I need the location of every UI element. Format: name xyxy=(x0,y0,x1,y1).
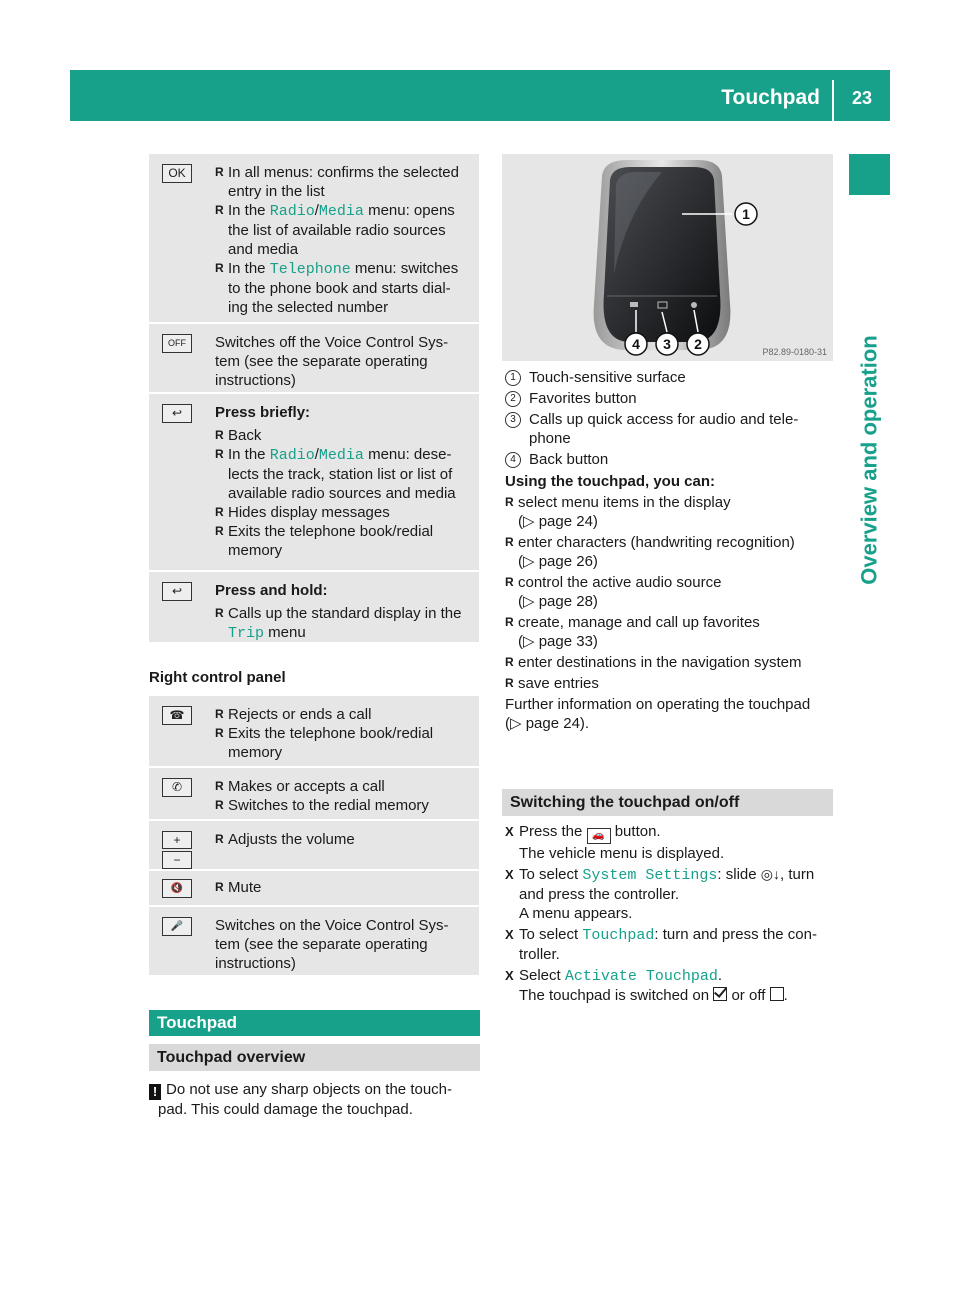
list-item: R Calls up the standard display in the Trip menu xyxy=(215,604,473,643)
legend-item: 1 Touch-sensitive surface xyxy=(505,368,835,387)
legend-item: 3 Calls up quick access for audio and tele- phone xyxy=(505,410,835,448)
end-call-icon: ☎ xyxy=(162,706,192,725)
figure-callout: 1 xyxy=(742,206,750,222)
row-heading: Press briefly: xyxy=(215,404,311,421)
list-item: R save entries xyxy=(505,674,835,693)
touchpad-description xyxy=(505,368,835,733)
table-row xyxy=(149,821,479,871)
step: X Select Activate Touchpad. The touchpad is switched on or off . xyxy=(505,966,835,1005)
accept-call-icon: ✆ xyxy=(162,778,192,797)
list-item: R Mute xyxy=(215,878,473,897)
switching-steps xyxy=(505,822,835,1005)
checkbox-empty-icon xyxy=(770,987,784,1001)
table-row xyxy=(149,768,479,821)
touchpad-figure xyxy=(502,154,833,361)
voice-on-icon: 🎤 xyxy=(162,917,192,936)
table-row xyxy=(149,871,479,907)
voice-off-icon: OFF xyxy=(162,334,192,353)
list-item: R Switches to the redial memory xyxy=(215,796,473,815)
back-key-icon: ↩ xyxy=(162,404,192,423)
subsection-title: Touchpad overview xyxy=(149,1044,480,1071)
table-row xyxy=(149,394,479,572)
controller-slide-icon: ◎↓ xyxy=(760,866,780,882)
list-item: R Back xyxy=(215,426,473,445)
checkbox-checked-icon xyxy=(713,987,727,1001)
list-item: R In the Telephone menu: switches to the phone book and starts dial- ing the selected number xyxy=(215,259,473,317)
warning-icon: ! xyxy=(149,1084,161,1100)
subsection-title: Switching the touchpad on/off xyxy=(502,789,833,816)
list-item: R Adjusts the volume xyxy=(215,830,473,849)
page-header xyxy=(70,70,890,121)
back-key-icon: ↩ xyxy=(162,582,192,601)
list-item: R enter destinations in the navigation system xyxy=(505,653,835,672)
page-number: 23 xyxy=(851,88,872,108)
header-title: Touchpad xyxy=(721,86,820,109)
list-item: R Exits the telephone book/redial memory xyxy=(215,522,473,560)
list-item: R control the active audio source (▷ page 28) xyxy=(505,573,835,611)
row-heading: Press and hold: xyxy=(215,582,328,599)
vehicle-button-icon: 🚗 xyxy=(587,828,611,844)
table-row: 🎤 Switches on the Voice Control Sys- tem (see the separate operating instructions) xyxy=(149,907,479,977)
section-title: Touchpad xyxy=(149,1010,480,1036)
step: X Press the 🚗 button. The vehicle menu is displayed. xyxy=(505,822,835,863)
figure-callout: 4 xyxy=(632,336,640,352)
header-divider xyxy=(832,80,834,121)
list-item: R enter characters (handwriting recognition) (▷ page 26) xyxy=(505,533,835,571)
side-tab-marker xyxy=(849,154,890,195)
list-item: R In all menus: confirms the selected entry in the list xyxy=(215,163,473,201)
list-item: R select menu items in the display (▷ page 24) xyxy=(505,493,835,531)
list-item: R In the Radio/Media menu: opens the list of available radio sources and media xyxy=(215,201,473,259)
volume-up-icon: + xyxy=(162,831,192,849)
volume-down-icon: − xyxy=(162,851,192,869)
mute-icon: 🔇 xyxy=(162,879,192,898)
list-item: R Makes or accepts a call xyxy=(215,777,473,796)
list-item: R In the Radio/Media menu: dese- lects the track, station list or list of available radio sources and media xyxy=(215,445,473,503)
table-row: OFF Switches off the Voice Control Sys- tem (see the separate operating instructions) xyxy=(149,324,479,394)
using-heading: Using the touchpad, you can: xyxy=(505,473,716,490)
table-row xyxy=(149,572,479,644)
right-control-table xyxy=(149,696,479,977)
section-heading: Right control panel xyxy=(149,669,286,686)
step: X To select System Settings: slide ◎↓, turn and press the controller. A menu appears. xyxy=(505,865,835,923)
figure-callout: 2 xyxy=(694,336,702,352)
figure-callout: 3 xyxy=(663,336,671,352)
touchpad-illustration xyxy=(502,154,833,361)
figure-code: P82.89-0180-31 xyxy=(762,347,827,357)
warning-note: ! Do not use any sharp objects on the touch- pad. This could damage the touchpad. xyxy=(149,1080,480,1119)
ok-key-icon: OK xyxy=(162,164,192,183)
side-tab-label: Overview and operation xyxy=(856,335,882,585)
list-item: R create, manage and call up favorites (▷ page 33) xyxy=(505,613,835,651)
list-item: R Hides display messages xyxy=(215,503,473,522)
list-item: R Exits the telephone book/redial memory xyxy=(215,724,473,762)
list-item: R Rejects or ends a call xyxy=(215,705,473,724)
legend-item: 4 Back button xyxy=(505,450,835,469)
table-row xyxy=(149,154,479,324)
left-control-table xyxy=(149,154,479,644)
legend-item: 2 Favorites button xyxy=(505,389,835,408)
step: X To select Touchpad: turn and press the con- troller. xyxy=(505,925,835,964)
further-info: Further information on operating the touchpad (▷ page 24). xyxy=(505,696,811,732)
table-row xyxy=(149,696,479,768)
